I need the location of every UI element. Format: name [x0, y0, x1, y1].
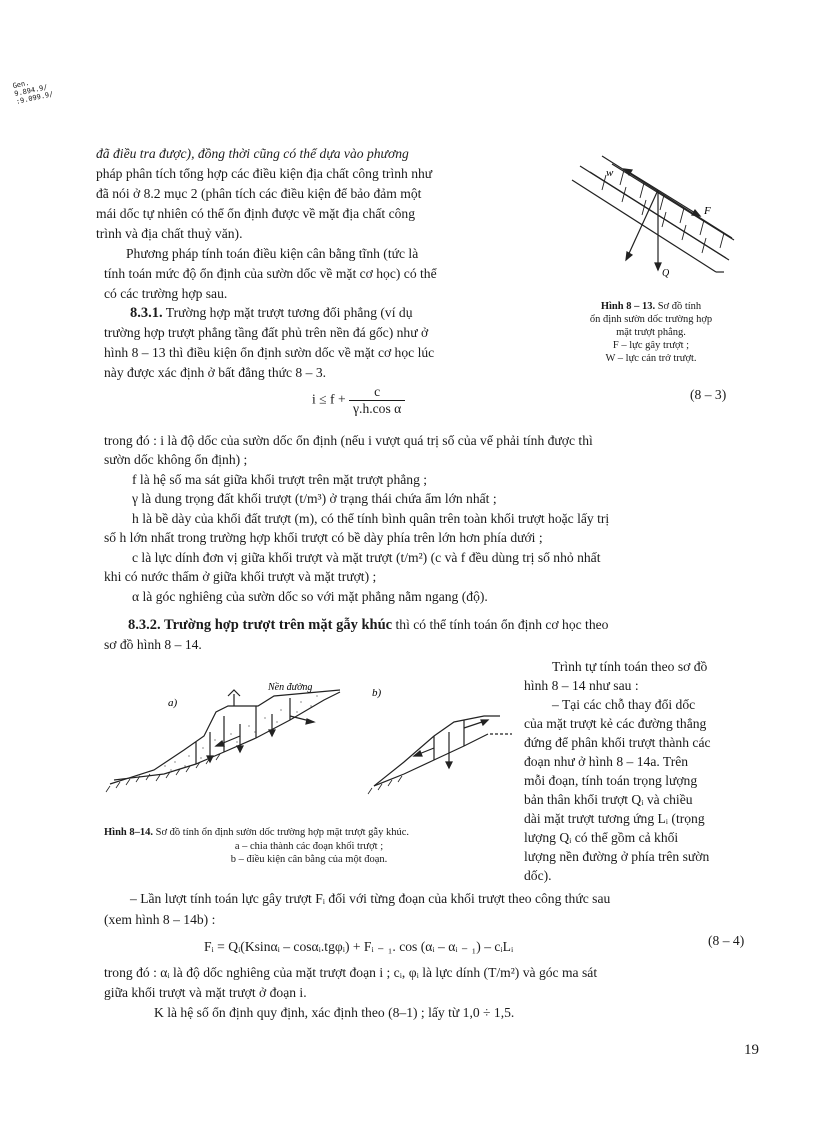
right-column-line: đứng để phân khối trượt thành các [524, 735, 711, 750]
right-column-line: đoạn như ở hình 8 – 14a. Trên [524, 754, 689, 769]
bottom-line: (xem hình 8 – 14b) : [104, 912, 216, 927]
section-8-3-1-line: hình 8 – 13 thì điều kiện ổn định sườn dốc về mặt cơ học lúc [104, 345, 435, 360]
right-column-line: – Tại các chỗ thay đổi dốc [552, 697, 696, 712]
section-8-3-1-first-line [130, 303, 413, 323]
bottom-line: giữa khối trượt và mặt trượt ở đoạn i. [104, 985, 307, 1000]
caption-line: F – lực gây trượt ; [612, 340, 690, 351]
equation-lhs: i ≤ f + [312, 391, 346, 407]
bottom-line: K là hệ số ổn định quy định, xác định theo (8–1) ; lấy từ 1,0 ÷ 1,5. [154, 1005, 515, 1020]
intro-line: pháp phân tích tổng hợp các điều kiện địa chất công trình như [96, 166, 433, 181]
right-column-line: lượng nền đường ở phía trên sườn [524, 849, 710, 864]
method-line: có các trường hợp sau. [104, 286, 228, 301]
label-a: a) [168, 697, 178, 709]
label-b: b) [372, 687, 382, 699]
caption-line: a – chia thành các đoạn khối trượt ; [234, 841, 384, 852]
caption-line: Hình 8–14. Sơ đồ tính ổn định sườn dốc trường hợp mặt trượt gẫy khúc. [104, 827, 409, 838]
section-8-3-2-heading: 8.3.2. Trường hợp trượt trên mặt gẫy khúc [128, 617, 393, 633]
definition-line: c là lực dính đơn vị giữa khối trượt và mặt trượt (t/m²) (c và f đều dùng trị số nhỏ nhất [132, 550, 601, 565]
right-column-line: dốc). [524, 868, 552, 883]
equation-8-4: Fᵢ = Qᵢ(Ksinαᵢ – cosαᵢ.tgφᵢ) + Fᵢ ₋ ₁. cos (αᵢ – αᵢ ₋ ₁) – cᵢLᵢ [204, 939, 514, 954]
section-8-3-1-line: trường hợp trượt phẳng tầng đất phủ trên nền đá gốc) như ở [104, 325, 429, 340]
definition-line: γ là dung trọng đất khối trượt (t/m³) ở trạng thái chứa ẩm lớn nhất ; [132, 491, 497, 506]
definition-line: α là góc nghiêng của sườn dốc so với mặt phẳng nằm ngang (độ). [132, 589, 488, 604]
right-column-line: mỗi đoạn, tính toán trọng lượng [524, 773, 698, 788]
caption-line: ổn định sườn dốc trường hợp [589, 314, 713, 325]
equation-8-4-number: (8 – 4) [708, 933, 745, 948]
equation-8-3 [312, 384, 405, 417]
method-line: tính toán mức độ ổn định của sườn dốc về mặt cơ học) có thể [104, 266, 437, 281]
section-8-3-2-first-line [128, 615, 608, 635]
section-8-3-1-heading: 8.3.1. [130, 305, 163, 321]
page-number: 19 [744, 1042, 759, 1058]
definition-line: f là hệ số ma sát giữa khối trượt trên mặt trượt phẳng ; [132, 472, 428, 487]
equation-numerator: c [349, 384, 405, 401]
equation-denominator: γ.h.cos α [353, 401, 402, 416]
definition-line: trong đó : i là độ dốc của sườn dốc ổn định (nếu i vượt quá trị số của vế phải tính được thì [104, 433, 593, 448]
definition-line: sườn dốc không ổn định) ; [104, 452, 248, 467]
definition-line: số h lớn nhất trong trường hợp khối trượt có bề dày phía trên lớn hơn phía dưới ; [104, 530, 543, 545]
intro-line: đã điều tra được), đồng thời cũng có thể dựa vào phương [96, 146, 409, 161]
definition-line: h là bề dày của khối đất trượt (m), có thể tính bình quân trên toàn khối trượt hoặc lấy trị [132, 511, 610, 526]
section-8-3-1-text: Trường hợp mặt trượt tương đối phẳng (ví dụ [165, 305, 413, 320]
label-w: w [606, 167, 614, 179]
section-8-3-2-line: sơ đồ hình 8 – 14. [104, 637, 202, 652]
caption-line: b – điều kiện cân bằng của một đoạn. [230, 854, 388, 865]
corner-stamp: Gen. 9.894.9/ :9.099.9/ [11, 78, 55, 106]
equation-8-3-number: (8 – 3) [690, 387, 727, 402]
label-f: F [704, 205, 711, 217]
right-column-line: dài mặt trượt tương ứng Lᵢ (trọng [524, 811, 705, 826]
equation-fraction [349, 384, 405, 417]
definition-line: khi có nước thấm ở giữa khối trượt và mặt trượt) ; [104, 569, 377, 584]
section-8-3-1-line: này được xác định ở bất đẳng thức 8 – 3. [104, 365, 327, 380]
caption-line: Hình 8 – 13. Sơ đồ tính [600, 301, 702, 312]
caption-line: mặt trượt phẳng. [616, 327, 686, 338]
label-q: Q [662, 268, 670, 279]
bottom-line: – Lần lượt tính toán lực gây trượt Fᵢ đối với từng đoạn của khối trượt theo công thức sau [130, 891, 611, 906]
bottom-line: trong đó : αᵢ là độ dốc nghiêng của mặt trượt đoạn i ; cᵢ, φᵢ là lực dính (T/m²) và góc ma sát [104, 965, 598, 980]
right-column-line: bản thân khối trượt Qᵢ và chiều [524, 792, 693, 807]
right-column-line: lượng Qᵢ có thể gồm cả khối [524, 830, 679, 845]
intro-line: trình và địa chất thuỷ văn). [96, 226, 243, 241]
right-column-line: hình 8 – 14 như sau : [524, 678, 639, 693]
figure-8-14-diagram [104, 676, 514, 796]
section-8-3-2-text: thì có thể tính toán ổn định cơ học theo [392, 617, 609, 632]
intro-line: đã nói ở 8.2 mục 2 (phân tích các điều kiện để bảo đảm một [96, 186, 422, 201]
figure-8-13-diagram [566, 150, 736, 280]
label-road: Nền đường [268, 682, 313, 693]
method-line: Phương pháp tính toán điều kiện cân bằng tĩnh (tức là [126, 246, 419, 261]
right-column-line: Trình tự tính toán theo sơ đồ [552, 659, 708, 674]
caption-line: W – lực cản trở trượt. [605, 353, 697, 364]
right-column-line: của mặt trượt kẻ các đường thẳng [524, 716, 707, 731]
intro-line: mái dốc tự nhiên có thể ổn định được về mặt địa chất công [96, 206, 416, 221]
